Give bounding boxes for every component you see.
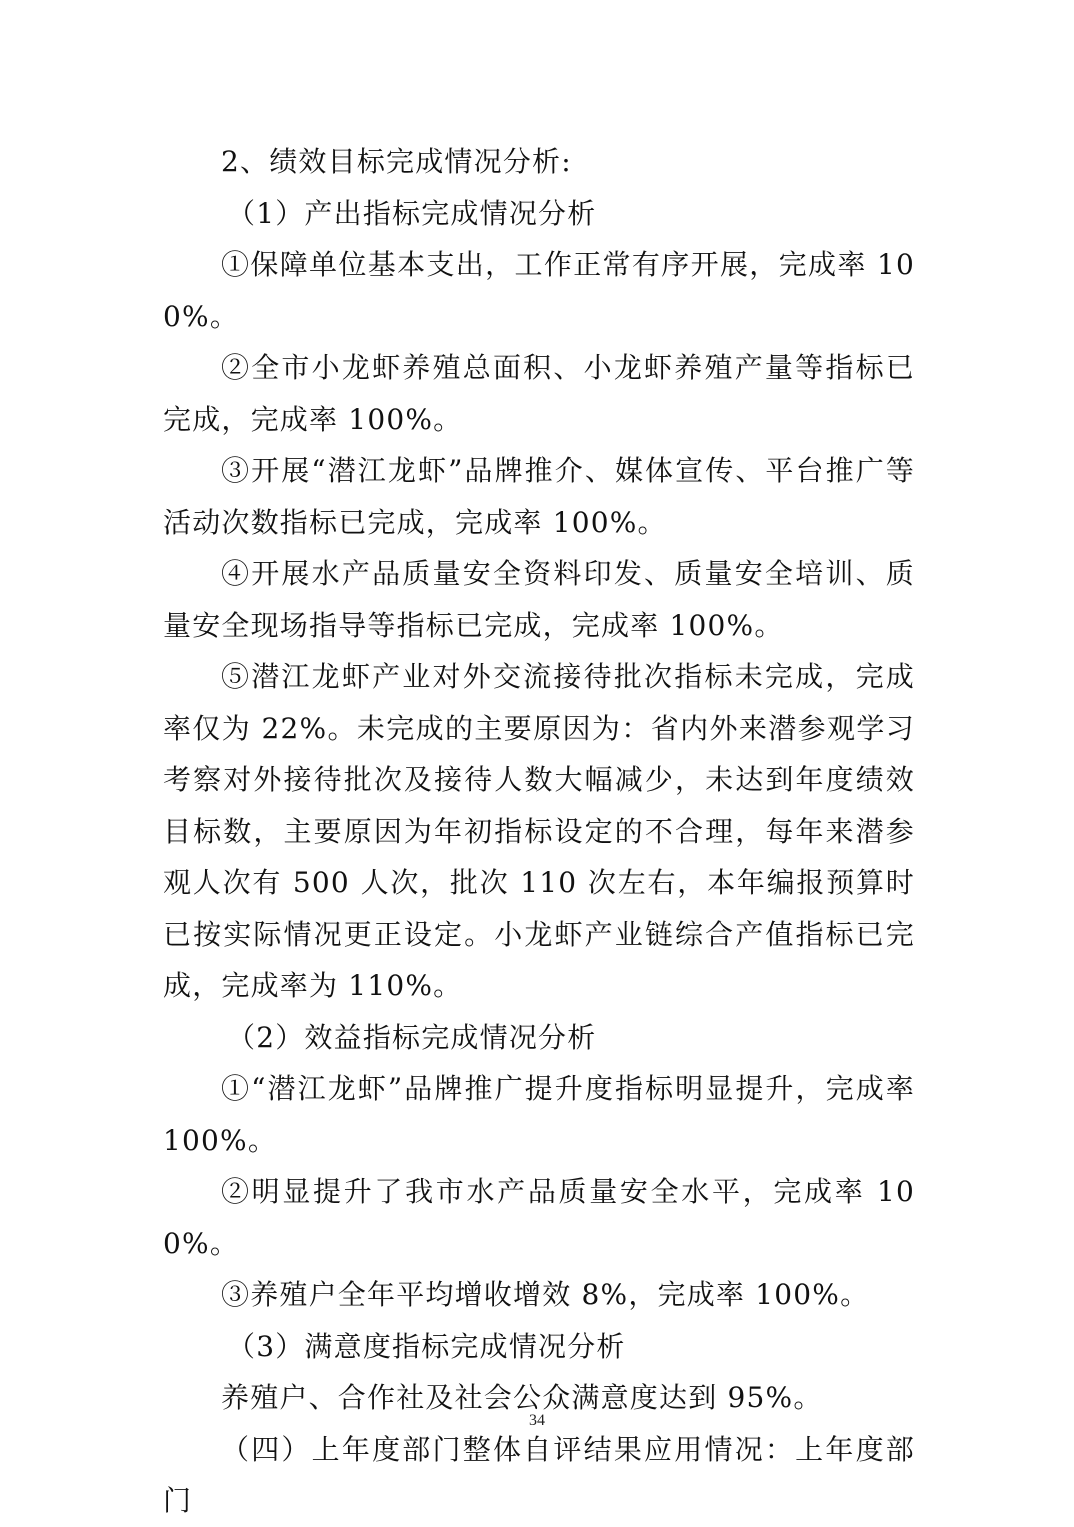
paragraph-benefit-item-2: ②明显提升了我市水产品质量安全水平，完成率 100%。 [163, 1175, 915, 1260]
section-heading-performance-analysis: 2、绩效目标完成情况分析: [221, 145, 572, 178]
paragraph-output-item-2: ②全市小龙虾养殖总面积、小龙虾养殖产量等指标已完成，完成率 100%。 [163, 351, 915, 436]
subheading-satisfaction-indicators: （3）满意度指标完成情况分析 [227, 1329, 626, 1363]
subheading-benefit-indicators: （2）效益指标完成情况分析 [227, 1020, 597, 1054]
paragraph-benefit-item-3: ③养殖户全年平均增收增效 8%，完成率 100%。 [221, 1278, 870, 1311]
paragraph-output-item-1: ①保障单位基本支出，工作正常有序开展，完成率 100%。 [163, 248, 915, 333]
paragraph-satisfaction: 养殖户、合作社及社会公众满意度达到 95%。 [221, 1381, 823, 1414]
subheading-output-indicators: （1）产出指标完成情况分析 [227, 196, 597, 230]
paragraph-benefit-item-1: ①“潜江龙虾”品牌推广提升度指标明显提升，完成率 100%。 [163, 1072, 915, 1157]
page-number: 34 [529, 1412, 545, 1429]
paragraph-prior-year-results: （四）上年度部门整体自评结果应用情况：上年度部门 [163, 1432, 915, 1517]
paragraph-output-item-4: ④开展水产品质量安全资料印发、质量安全培训、质量安全现场指导等指标已完成，完成率 100%。 [163, 557, 915, 642]
paragraph-output-item-3: ③开展“潜江龙虾”品牌推介、媒体宣传、平台推广等活动次数指标已完成，完成率 100%。 [163, 454, 915, 539]
document-body [163, 136, 915, 1527]
paragraph-output-item-5: ⑤潜江龙虾产业对外交流接待批次指标未完成，完成率仅为 22%。未完成的主要原因为：省内外来潜参观学习考察对外接待批次及接待人数大幅减少，未达到年度绩效目标数，主要原因为年初指标设定的不合理，每年来潜参观人次有 500 人次，批次 110 次左右，本年编报预算时已按实际情况更正设定。小龙虾产业链综合产值指标已完成，完成率为 110%。 [163, 660, 915, 1002]
